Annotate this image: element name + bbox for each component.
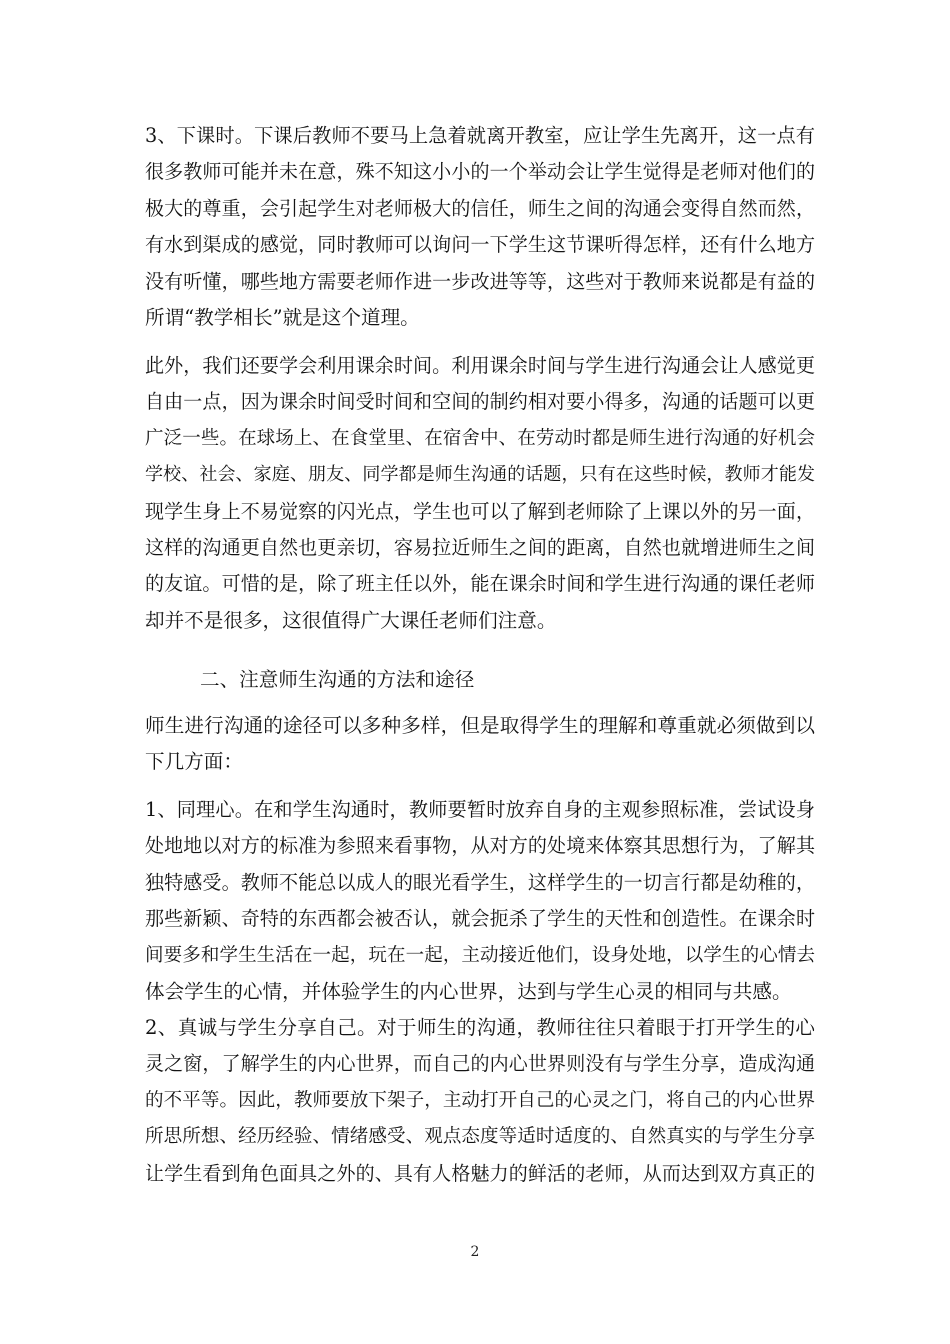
paragraph-spare-time <box>145 348 815 639</box>
text-line: 体会学生的心情，并体验学生的内心世界，达到与学生心灵的相同与共感。 <box>145 979 792 1003</box>
text-line: 处地地以对方的标准为参照来看事物，从对方的处境来体察其思想行为，了解其 <box>145 835 815 858</box>
text-line: 间要多和学生生活在一起，玩在一起，主动接近他们，设身处地，以学生的心情去 <box>145 944 815 966</box>
text-line: 所思所想、经历经验、情绪感受、观点态度等适时适度的、自然真实的与学生分享 <box>145 1126 815 1148</box>
text-line: 广泛一些。在球场上、在食堂里、在宿舍中、在劳动时都是师生进行沟通的好机会 <box>145 427 815 449</box>
text-line: 让学生看到角色面具之外的、具有人格魅力的鲜活的老师，从而达到双方真正的 <box>145 1162 815 1185</box>
text-line: 独特感受。教师不能总以成人的眼光看学生，这样学生的一切言行都是幼稚的， <box>145 871 815 894</box>
paragraph-methods-intro <box>145 708 815 781</box>
text-line: 有水到渠成的感觉，同时教师可以询问一下学生这节课听得怎样，还有什么地方 <box>145 234 815 257</box>
text-line: 灵之窗，了解学生的内心世界，而自己的内心世界则没有与学生分享，造成沟通 <box>145 1053 815 1076</box>
text-line: 极大的尊重，会引起学生对老师极大的信任，师生之间的沟通会变得自然而然， <box>145 197 815 220</box>
paragraph-empathy <box>145 792 815 1010</box>
text-line: 这样的沟通更自然也更亲切，容易拉近师生之间的距离，自然也就增进师生之间 <box>145 536 815 559</box>
text-line: 2、真诚与学生分享自己。对于师生的沟通，教师往往只着眼于打开学生的心 <box>145 1016 815 1039</box>
text-line: 却并不是很多，这很值得广大课任老师们注意。 <box>145 608 557 632</box>
text-line: 现学生身上不易觉察的闪光点，学生也可以了解到老师除了上课以外的另一面， <box>145 500 815 523</box>
paragraph-sharing <box>145 1010 815 1192</box>
text-line: 下几方面： <box>145 750 243 774</box>
text-line: 那些新颖、奇特的东西都会被否认，就会扼杀了学生的天性和创造性。在课余时 <box>145 908 815 931</box>
text-line: 很多教师可能并未在意，殊不知这小小的一个举动会让学生觉得是老师对他们的 <box>145 161 815 184</box>
text-line: 1、同理心。在和学生沟通时，教师要暂时放弃自身的主观参照标准，尝试设身 <box>145 798 815 821</box>
text-line: 自由一点，因为课余时间受时间和空间的制约相对要小得多，沟通的话题可以更 <box>145 391 815 414</box>
text-line: 此外，我们还要学会利用课余时间。利用课余时间与学生进行沟通会让人感觉更 <box>145 355 815 377</box>
text-line: 师生进行沟通的途径可以多种多样，但是取得学生的理解和尊重就必须做到以 <box>145 714 815 737</box>
text-line: 的不平等。因此，教师要放下架子，主动打开自己的心灵之门，将自己的内心世界 <box>145 1089 815 1111</box>
page-number: 2 <box>470 1244 480 1260</box>
text-line: 学校、社会、家庭、朋友、同学都是师生沟通的话题，只有在这些时候，教师才能发 <box>145 464 815 486</box>
text-line: 没有听懂，哪些地方需要老师作进一步改进等等，这些对于教师来说都是有益的 <box>145 270 815 293</box>
text-line: 的友谊。可惜的是，除了班主任以外，能在课余时间和学生进行沟通的课任老师 <box>145 573 815 596</box>
text-line: 3、下课时。下课后教师不要马上急着就离开教室，应让学生先离开，这一点有 <box>145 124 815 147</box>
text-line: 所谓“教学相长”就是这个道理。 <box>145 305 420 329</box>
section-heading: 二、注意师生沟通的方法和途径 <box>200 668 475 691</box>
paragraph-class-end <box>145 118 815 336</box>
